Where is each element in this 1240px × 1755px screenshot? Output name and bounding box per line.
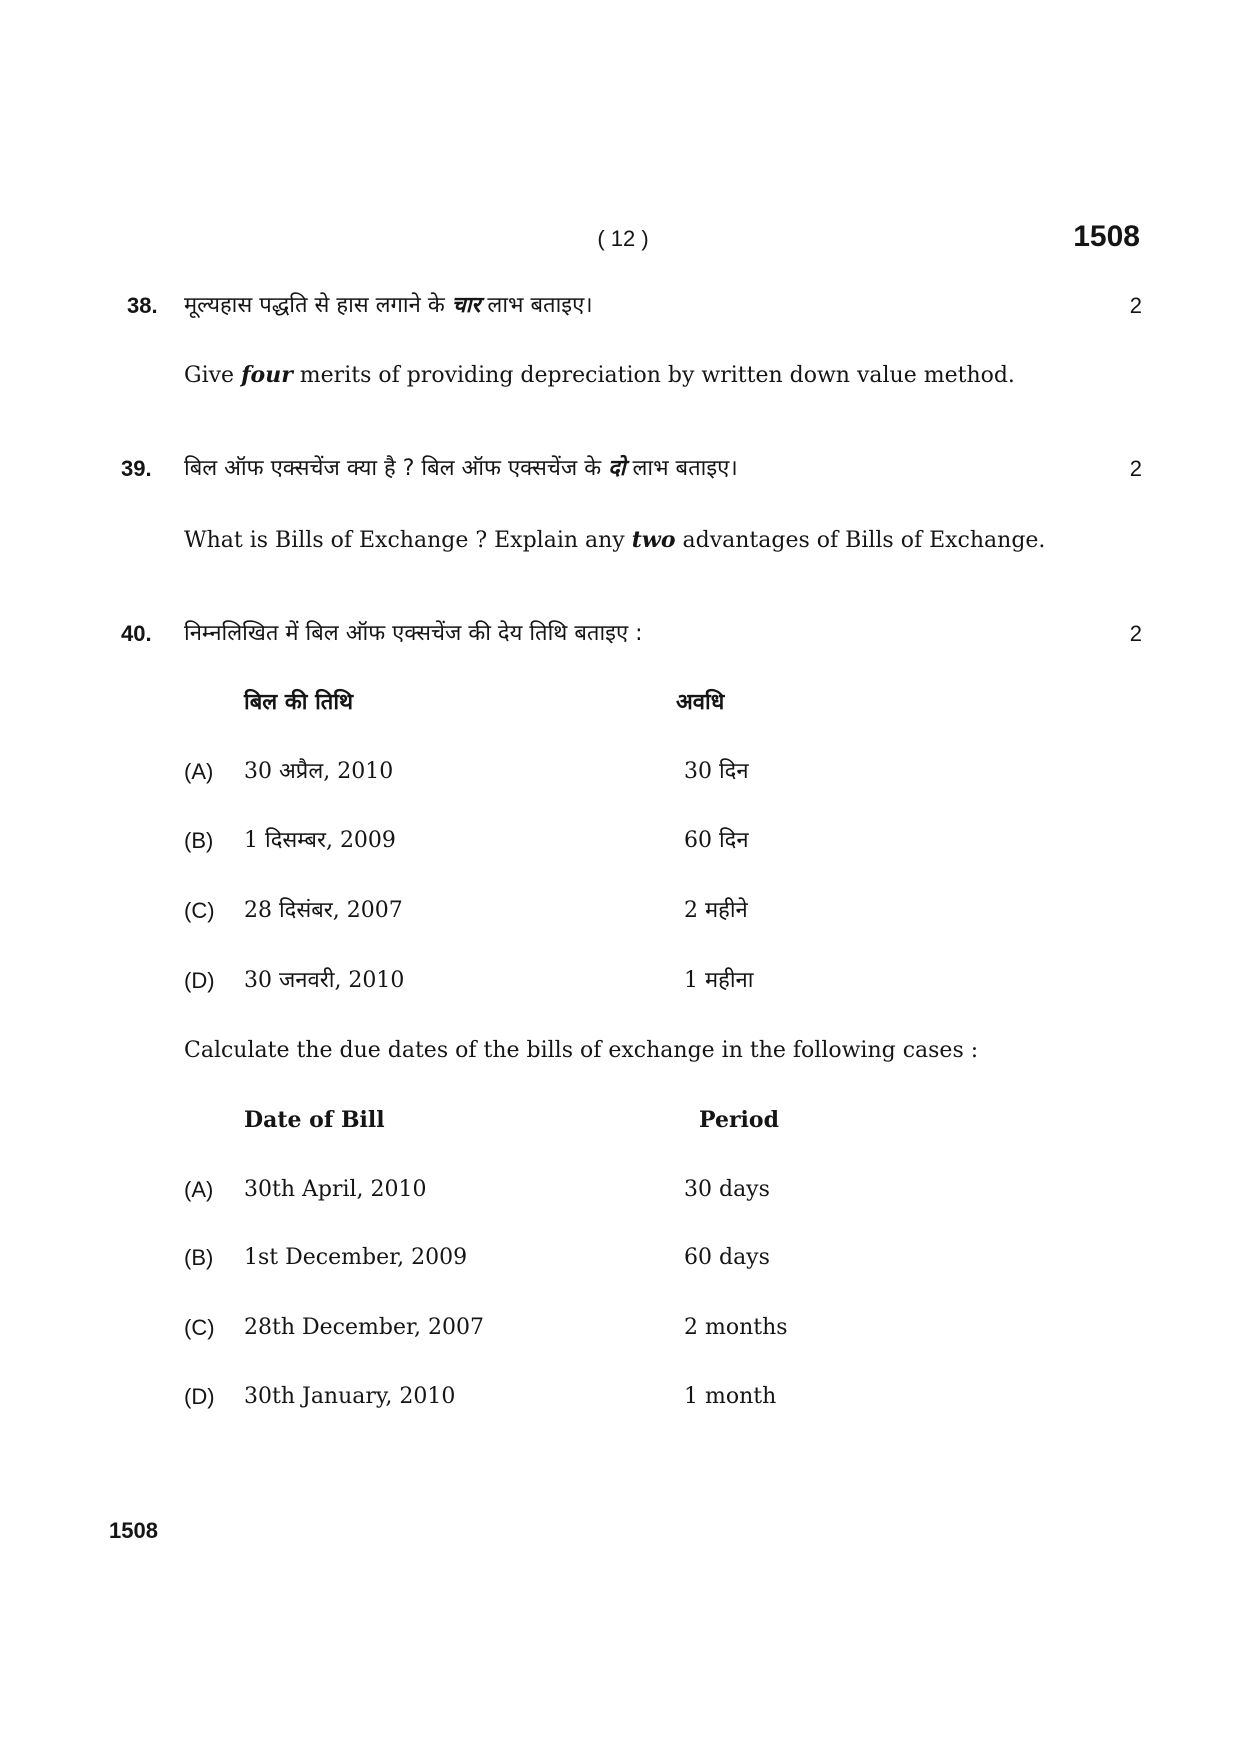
page-number: ( 12 ) [597, 226, 649, 251]
row-label: (D) [184, 1384, 215, 1409]
marks: 2 [1129, 293, 1142, 318]
english-question-text [184, 526, 1045, 555]
text-before: मूल्यहास पद्धति से हास लगाने के [184, 293, 452, 318]
header-date-of-bill: Date of Bill [244, 1107, 385, 1133]
question-number: 38. [127, 293, 158, 318]
bill-period: 2 months [684, 1315, 788, 1340]
hindi-question-text [184, 455, 738, 483]
emphasis-text: two [631, 527, 676, 553]
paper-code-footer: 1508 [109, 1518, 158, 1543]
bill-period: 30 दिन [684, 759, 749, 784]
bill-date: 28 दिसंबर, 2007 [244, 898, 403, 923]
hindi-question-text [184, 292, 593, 320]
bill-period: 30 days [684, 1177, 770, 1202]
text-after: merits of providing depreciation by written down value method. [292, 363, 1015, 388]
bill-date: 30 जनवरी, 2010 [244, 968, 405, 993]
row-label: (A) [184, 759, 214, 784]
marks: 2 [1129, 621, 1142, 646]
text-after: लाभ बताइए। [625, 456, 738, 481]
bill-date: 1 दिसम्बर, 2009 [244, 828, 396, 853]
english-question-text [184, 361, 1015, 390]
header-period: अवधि [676, 690, 725, 715]
bill-date: 30 अप्रैल, 2010 [244, 759, 394, 784]
emphasis-text: four [241, 362, 293, 388]
bill-period: 60 days [684, 1245, 770, 1270]
emphasis-text: दो [608, 456, 626, 481]
row-label: (C) [184, 898, 215, 923]
text-before: बिल ऑफ एक्सचेंज क्या है ? बिल ऑफ एक्सचेंज के [184, 456, 609, 481]
bill-date: 1st December, 2009 [244, 1245, 468, 1270]
hindi-question-text: निम्नलिखित में बिल ऑफ एक्सचेंज की देय तिथि बताइए : [184, 621, 643, 646]
row-label: (B) [184, 1245, 214, 1270]
row-label: (B) [184, 828, 214, 853]
bill-date: 30th April, 2010 [244, 1177, 427, 1202]
header-date-of-bill: बिल की तिथि [244, 690, 354, 715]
row-label: (C) [184, 1315, 215, 1340]
bill-period: 1 month [684, 1384, 777, 1409]
bill-period: 2 महीने [684, 898, 748, 923]
text-after: लाभ बताइए। [480, 293, 593, 318]
question-number: 39. [121, 456, 152, 481]
marks: 2 [1129, 456, 1142, 481]
english-question-text: Calculate the due dates of the bills of exchange in the following cases : [184, 1038, 979, 1063]
text-before: Give [184, 363, 242, 388]
bill-period: 60 दिन [684, 828, 749, 853]
bill-period: 1 महीना [684, 968, 754, 993]
text-before: What is Bills of Exchange ? Explain any [184, 528, 632, 553]
bill-date: 28th December, 2007 [244, 1315, 485, 1340]
question-number: 40. [121, 621, 152, 646]
header-period: Period [699, 1107, 779, 1133]
paper-code-top: 1508 [1073, 220, 1140, 253]
row-label: (A) [184, 1177, 214, 1202]
bill-date: 30th January, 2010 [244, 1384, 456, 1409]
emphasis-text: चार [451, 293, 481, 318]
row-label: (D) [184, 968, 215, 993]
text-after: advantages of Bills of Exchange. [675, 528, 1046, 553]
